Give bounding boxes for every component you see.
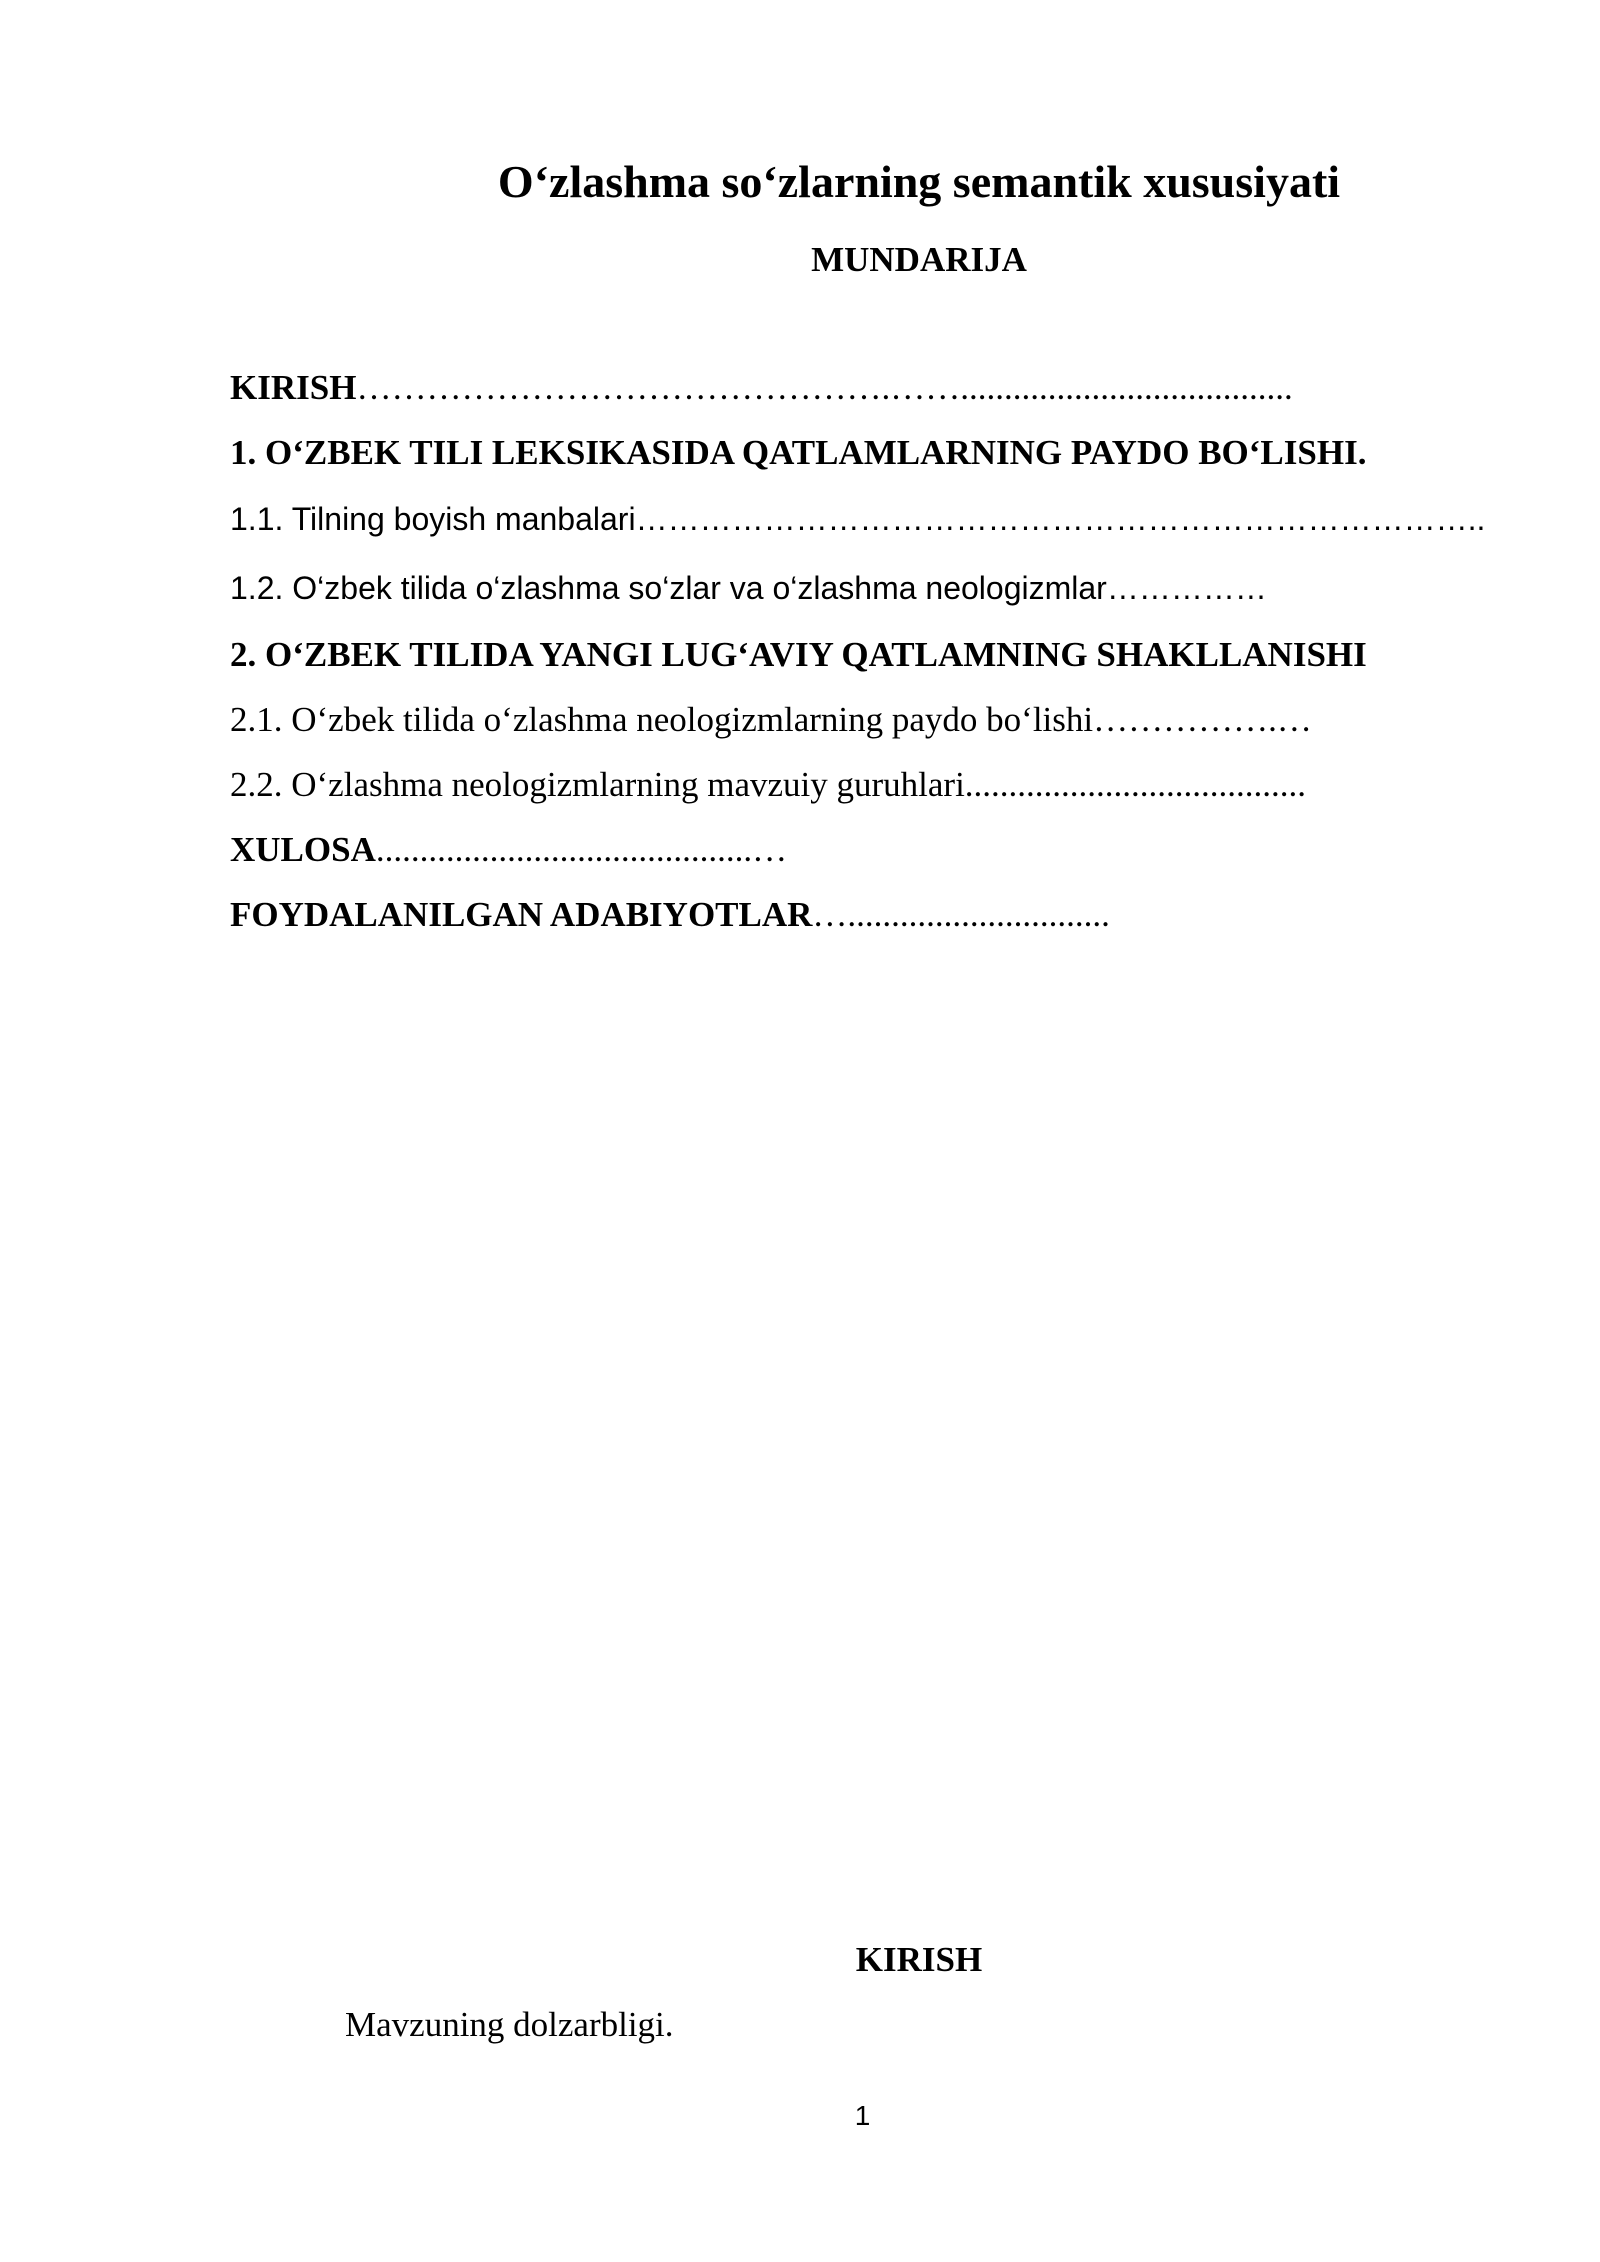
document-title: O‘zlashma so‘zlarning semantik xususiyati [497, 156, 1341, 207]
toc-item-chapter-1 [230, 433, 1366, 473]
toc-item-leader: ...........................................… [375, 830, 788, 869]
toc-item-label: XULOSA [230, 830, 376, 869]
toc-item-leader: …………………………………………………………………….. [635, 501, 1486, 537]
toc-item-label: 1. O‘ZBEK TILI LEKSIKASIDA QATLAMLARNING PAYDO BO‘LISHI. [230, 433, 1367, 472]
toc-item-label: KIRISH [230, 368, 357, 407]
toc-item-2-1 [230, 700, 1312, 740]
toc-item-1-1 [230, 501, 1485, 538]
section-paragraph: Mavzuning dolzarbligi. [345, 2005, 674, 2044]
toc-item-label: 2. O‘ZBEK TILIDA YANGI LUG‘AVIY QATLAMNING SHAKLLANISHI [230, 635, 1367, 674]
toc-item-label: 1.2. O‘zbek tilida o‘zlashma so‘zlar va o‘zlashma neologizmlar [230, 570, 1107, 606]
toc-item-adabiyotlar [230, 895, 1110, 935]
toc-item-chapter-2 [230, 635, 1367, 675]
toc-item-xulosa [230, 830, 787, 870]
toc-item-label: 2.2. O‘zlashma neologizmlarning mavzuiy guruhlari [230, 765, 965, 804]
toc-item-leader: ….............................. [812, 895, 1110, 934]
section-heading: KIRISH [855, 1940, 983, 1979]
toc-item-label: 2.1. O‘zbek tilida o‘zlashma neologizmlarning paydo bo‘lishi [230, 700, 1094, 739]
toc-item-1-2 [230, 570, 1267, 607]
page-number: 1 [854, 2100, 871, 2131]
toc-heading: MUNDARIJA [811, 240, 1027, 279]
toc-item-label: FOYDALANILGAN ADABIYOTLAR [230, 895, 813, 934]
toc-item-2-2 [230, 765, 1306, 805]
toc-item-leader: …………… [1106, 570, 1267, 606]
toc-item-leader: …………….… [1093, 700, 1312, 739]
toc-item-kirish [230, 368, 1293, 408]
toc-item-leader: ....................................... [964, 765, 1307, 804]
toc-item-leader: ……………………………………….……...................................... [356, 368, 1293, 407]
toc-item-label: 1.1. Tilning boyish manbalari [230, 501, 636, 537]
